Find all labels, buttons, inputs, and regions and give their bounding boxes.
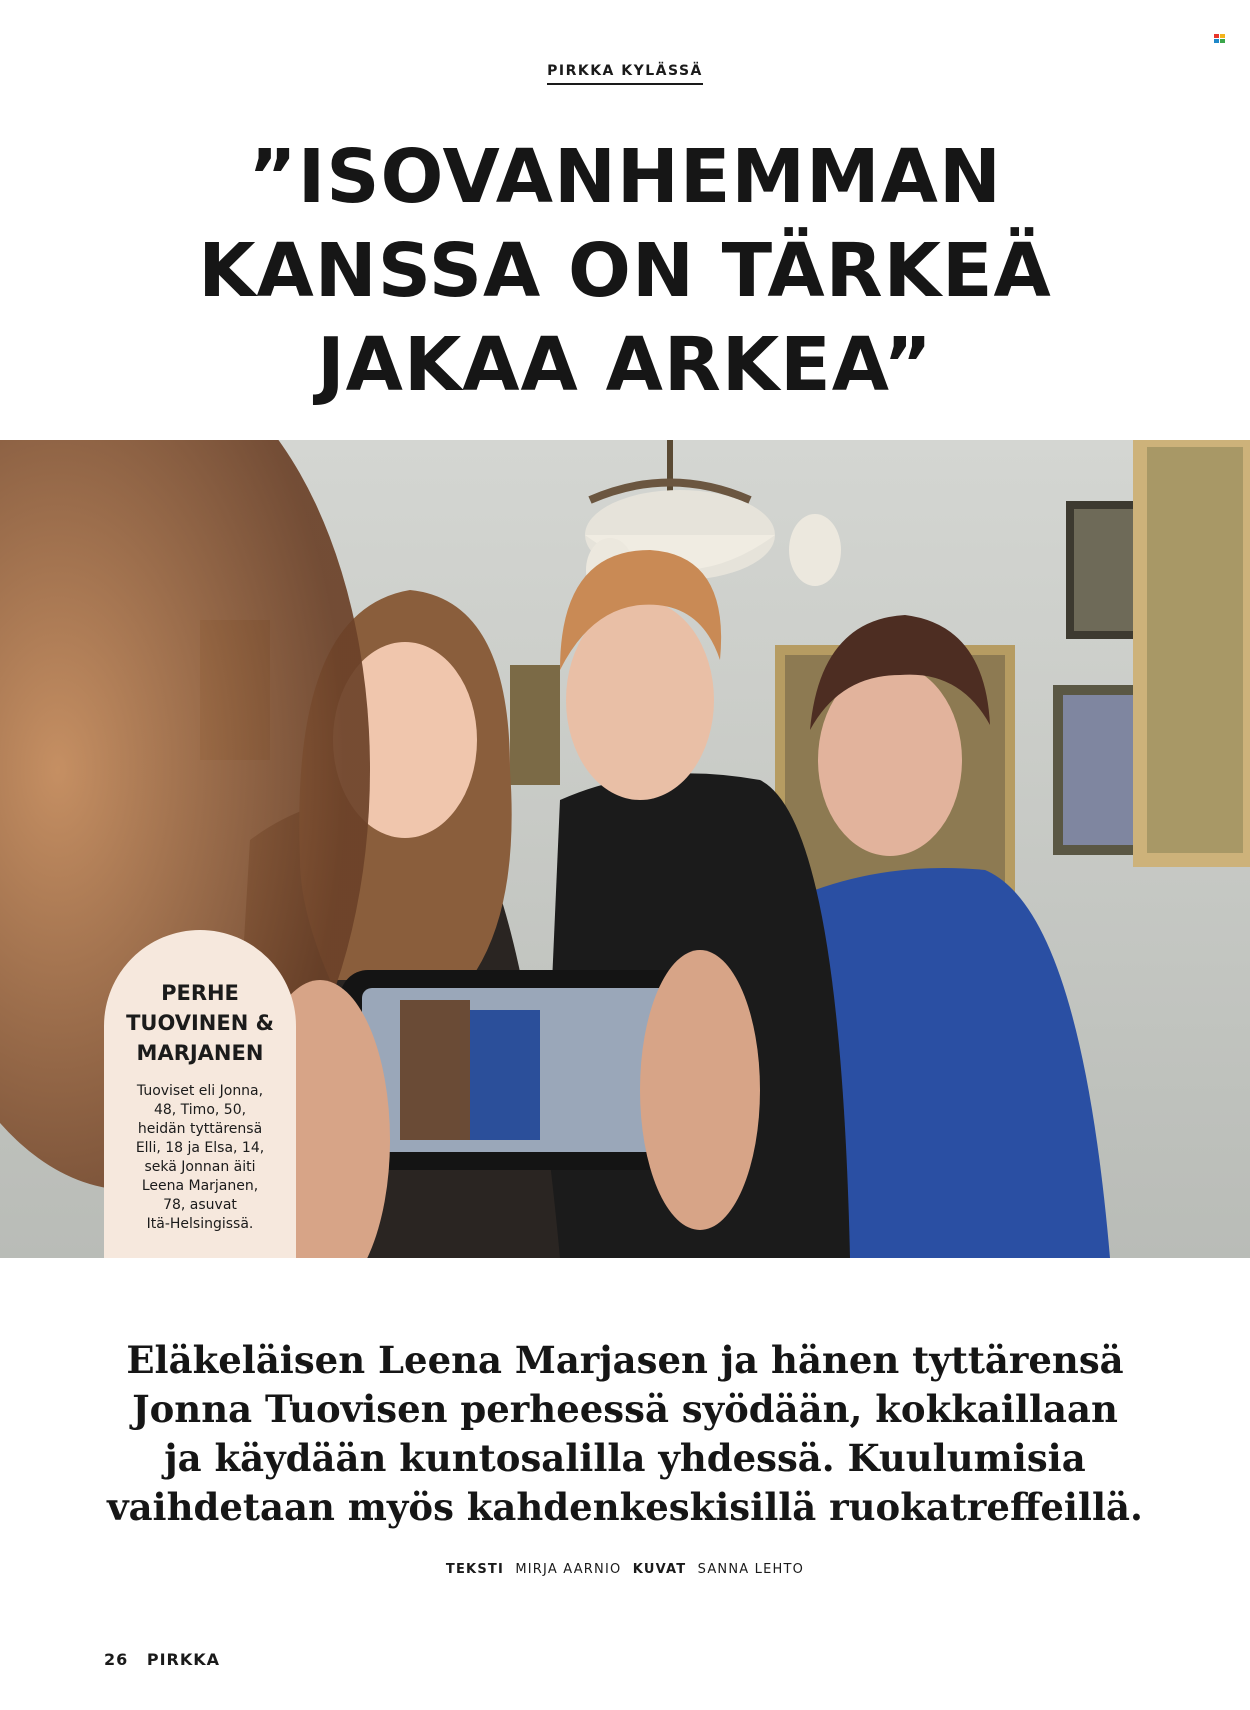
family-info-body-line: heidän tyttärensä <box>137 1121 263 1137</box>
page-number: 26 <box>104 1650 129 1669</box>
section-label-text: PIRKKA KYLÄSSÄ <box>547 63 703 85</box>
credits-text-author: MIRJA AARNIO <box>515 1562 622 1577</box>
family-info-body-line: Leena Marjanen, <box>141 1178 259 1194</box>
lead-line: ja käydään kuntosalilla yhdessä. Kuulumisia <box>164 1436 1086 1480</box>
family-info-body <box>114 1082 286 1234</box>
headline-line: ”ISOVANHEMMAN <box>248 134 1002 220</box>
family-info-title <box>114 978 286 1068</box>
headline-line: JAKAA ARKEA” <box>317 322 933 408</box>
family-info-body-line: sekä Jonnan äiti <box>144 1159 256 1175</box>
family-info-body-line: 78, asuvat <box>163 1197 237 1213</box>
lead-line: Eläkeläisen Leena Marjasen ja hänen tyttärensä <box>126 1338 1124 1382</box>
family-info-body-line: 48, Timo, 50, <box>153 1102 247 1118</box>
magazine-name: PIRKKA <box>146 1650 221 1669</box>
credits <box>0 1562 1250 1577</box>
family-info-body-line: Elli, 18 ja Elsa, 14, <box>135 1140 265 1156</box>
page-folio <box>104 1650 220 1669</box>
brand-color-mark-icon <box>1214 34 1226 44</box>
lead-line: Jonna Tuovisen perheessä syödään, kokkaillaan <box>132 1387 1118 1431</box>
headline-line: KANSSA ON TÄRKEÄ <box>198 228 1052 314</box>
family-info-body-line: Tuoviset eli Jonna, <box>136 1083 264 1099</box>
family-info-title-line: TUOVINEN & <box>126 1011 274 1035</box>
credits-text-label: TEKSTI <box>445 1562 504 1577</box>
family-info-title-line: MARJANEN <box>136 1041 264 1065</box>
lead-line: vaihdetaan myös kahdenkeskisillä ruokatreffeillä. <box>107 1485 1143 1529</box>
credits-photo-label: KUVAT <box>632 1562 687 1577</box>
section-label <box>0 62 1250 80</box>
family-info-title-line: PERHE <box>161 981 239 1005</box>
family-info-box <box>104 930 296 1258</box>
family-info-body-line: Itä-Helsingissä. <box>146 1216 254 1232</box>
headline <box>0 130 1250 412</box>
credits-photo-author: SANNA LEHTO <box>697 1562 805 1577</box>
lead-paragraph <box>0 1336 1250 1532</box>
